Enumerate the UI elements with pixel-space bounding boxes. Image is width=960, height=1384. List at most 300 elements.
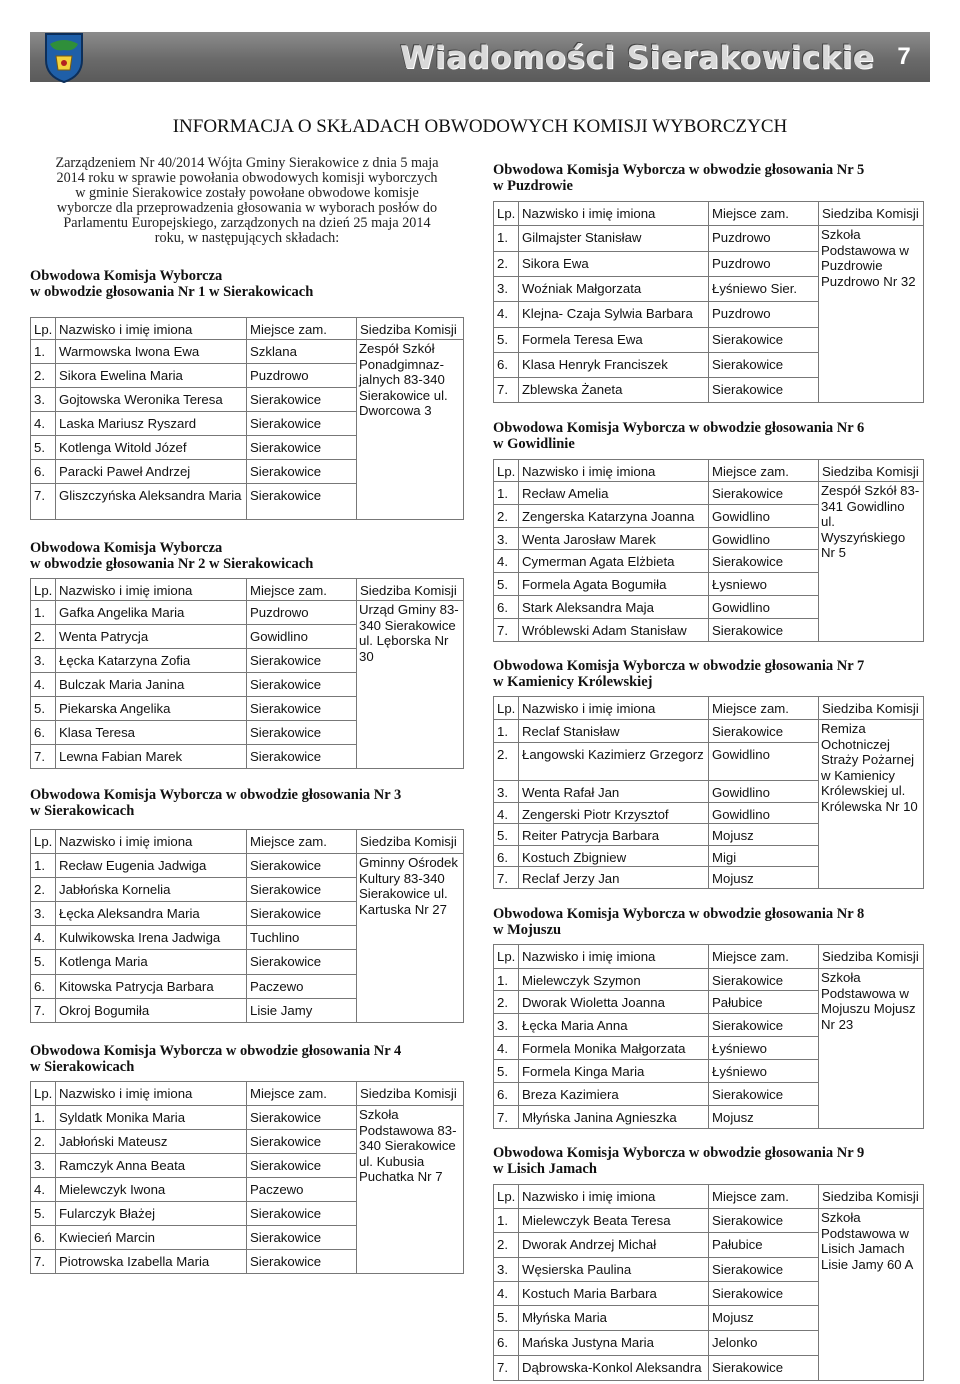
member-name: Klasa Teresa [56,721,247,745]
member-residence: Sierakowice [247,412,357,436]
member-residence: Tuchlino [247,926,357,950]
column-header: Nazwisko i imię imiona [56,830,247,854]
member-residence: Sierakowice [247,436,357,460]
member-name: Paracki Paweł Andrzej [56,460,247,484]
committee-seat [357,854,464,1023]
member-number: 1. [494,482,519,505]
column-header: Siedziba Komisji [819,460,924,482]
member-number: 3. [31,902,56,926]
member-residence: Gowidlino [709,528,819,550]
member-name: Jabłońska Kornelia [56,878,247,902]
member-name: Łęcka Maria Anna [519,1014,709,1037]
committee-title-line: w Sierakowicach [30,803,135,819]
member-number: 4. [494,302,519,328]
member-number: 5. [494,1306,519,1331]
member-number: 1. [494,226,519,252]
committee-title [30,268,313,300]
member-name: Kwiecień Marcin [56,1226,247,1250]
committee-title-line: Obwodowa Komisja Wyborcza w obwodzie głosowania Nr 3 [30,787,402,803]
member-name: Dworak Wioletta Joanna [519,991,709,1014]
member-name: Warmowska Iwona Ewa [56,340,247,364]
member-number: 3. [31,649,56,673]
member-residence: Sierakowice [709,720,819,743]
sierakowice-coat-of-arms-icon [40,30,88,84]
member-name: Okroj Bogumiła [56,999,247,1023]
member-name: Wenta Rafał Jan [519,781,709,803]
member-name: Dąbrowska-Konkol Aleksandra [519,1356,709,1381]
committee-table [30,829,464,1023]
intro-line: Parlamentu Europejskiego, zarządzonych na dzień 25 maja 2014 [63,215,431,231]
member-residence: Puzdrowo [709,226,819,252]
member-number: 1. [31,340,56,364]
member-number: 4. [31,412,56,436]
committee-table [30,578,464,769]
column-header: Nazwisko i imię imiona [519,202,709,226]
committee-seat-text: Szkoła Podstawowa 83-340 Sierakowice ul. Kubusia Puchatka Nr 7 [359,1107,457,1184]
table-row [494,226,924,252]
committee-title-line: Obwodowa Komisja Wyborcza w obwodzie głosowania Nr 4 [30,1043,402,1059]
committee-title-line: w Lisich Jamach [493,1161,597,1177]
member-residence: Sierakowice [247,1106,357,1130]
member-residence: Sierakowice [709,328,819,353]
table-row [494,720,924,743]
committee-seat-text: Szkoła Podstawowa w Mojuszu Mojusz Nr 23 [821,970,916,1032]
member-name: Łangowski Kazimierz Grzegorz [519,743,709,781]
member-number: 2. [494,743,519,781]
member-residence: Gowidlino [709,505,819,528]
committee-table [493,944,924,1129]
table-header-row [494,460,924,482]
committee-seat [819,482,924,642]
member-name: Sikora Ewa [519,252,709,277]
member-name: Bulczak Maria Janina [56,673,247,697]
member-number: 4. [494,803,519,824]
member-name: Łęcka Katarzyna Zofia [56,649,247,673]
member-number: 2. [31,878,56,902]
member-name: Kostuch Maria Barbara [519,1282,709,1306]
member-number: 6. [31,1226,56,1250]
column-header: Lp. [494,202,519,226]
member-name: Recław Amelia [519,482,709,505]
committee-title-line: w Mojuszu [493,922,562,938]
member-number: 7. [31,999,56,1023]
column-header: Miejsce zam. [709,945,819,969]
committee-title-line: Obwodowa Komisja Wyborcza w obwodzie głosowania Nr 5 [493,162,865,178]
member-number: 1. [494,969,519,991]
member-name: Formela Teresa Ewa [519,328,709,353]
committee-title [493,420,864,452]
member-residence: Sierakowice [709,969,819,991]
committee-table [493,1184,924,1381]
committee-title [30,787,401,819]
member-name: Formela Agata Bogumiła [519,573,709,596]
member-residence: Sierakowice [247,745,357,769]
column-header: Lp. [494,460,519,482]
member-number: 1. [31,601,56,625]
member-residence: Puzdrowo [709,302,819,328]
member-residence: Gowidlino [709,596,819,619]
column-header: Lp. [31,830,56,854]
column-header: Nazwisko i imię imiona [56,318,247,340]
committee-title [493,1145,864,1177]
page-number: 7 [897,43,911,70]
committee-title-line: w obwodzie głosowania Nr 2 w Sierakowicach [30,556,314,572]
member-residence: Gowidlino [709,781,819,803]
member-name: Stark Aleksandra Maja [519,596,709,619]
table-header-row [31,830,464,854]
member-residence: Sierakowice [709,1356,819,1381]
column-header: Lp. [494,945,519,969]
table-row [31,854,464,878]
member-number: 5. [494,1060,519,1083]
member-name: Jabłoński Mateusz [56,1130,247,1154]
member-number: 5. [31,1202,56,1226]
intro-line: Zarządzeniem Nr 40/2014 Wójta Gminy Sierakowice z dnia 5 maja [55,155,439,171]
table-header-row [494,202,924,226]
member-name: Kotlenga Maria [56,950,247,975]
member-residence: Puzdrowo [247,601,357,625]
member-name: Recław Eugenia Jadwiga [56,854,247,878]
member-name: Zblewska Żaneta [519,378,709,403]
member-number: 2. [494,1233,519,1258]
committee-title-line: Obwodowa Komisja Wyborcza w obwodzie głosowania Nr 9 [493,1145,865,1161]
member-number: 2. [494,252,519,277]
committee-seat [819,1209,924,1381]
intro-line: w gminie Sierakowice zostały powołane obwodowe komisje [75,185,419,201]
member-number: 7. [31,484,56,520]
member-residence: Mojusz [709,1306,819,1331]
member-residence: Puzdrowo [247,364,357,388]
member-residence: Gowidlino [247,625,357,649]
member-residence: Sierakowice [247,1202,357,1226]
committee-title-line: Obwodowa Komisja Wyborcza w obwodzie głosowania Nr 6 [493,420,865,436]
member-residence: Mojusz [709,824,819,846]
member-number: 3. [494,528,519,550]
member-residence: Sierakowice [709,619,819,642]
member-name: Mielewczyk Szymon [519,969,709,991]
committee-table [493,459,924,642]
member-name: Klejna- Czaja Sylwia Barbara [519,302,709,328]
member-name: Wróblewski Adam Stanisław [519,619,709,642]
page-title: INFORMACJA O SKŁADACH OBWODOWYCH KOMISJI WYBORCZYCH [172,116,788,137]
member-residence: Paczewo [247,1178,357,1202]
member-residence: Szklana [247,340,357,364]
member-number: 7. [494,867,519,889]
member-name: Węsierska Paulina [519,1258,709,1282]
column-header: Lp. [31,1082,56,1106]
column-header: Siedziba Komisji [819,202,924,226]
member-number: 7. [31,1250,56,1274]
committee-title [493,658,864,690]
member-name: Łęcka Aleksandra Maria [56,902,247,926]
committee-title [493,162,864,194]
member-residence: Sierakowice [247,1154,357,1178]
member-residence: Sierakowice [709,353,819,378]
member-number: 6. [494,846,519,867]
member-residence: Łyśniewo Sier. [709,277,819,302]
member-number: 6. [31,721,56,745]
member-name: Gojtowska Weronika Teresa [56,388,247,412]
committee-title-line: w Gowidlinie [493,436,575,452]
column-header: Lp. [494,697,519,720]
member-name: Woźniak Małgorzata [519,277,709,302]
committee-seat [819,969,924,1129]
member-name: Młyńska Maria [519,1306,709,1331]
intro-line: wyborcze dla przeprowadzenia głosowania w wyborach posłów do [56,200,438,216]
member-residence: Sierakowice [709,378,819,403]
committee-table [30,1081,464,1274]
column-header: Miejsce zam. [709,460,819,482]
committee-seat-text: Remiza Ochotniczej Straży Pożarnej w Kamienicy Królewskiej ul. Królewska Nr 10 [821,721,918,814]
column-header: Siedziba Komisji [357,579,464,601]
column-header: Siedziba Komisji [357,318,464,340]
committee-seat-text: Zespół Szkół Ponadgimnaz-jalnych 83-340 Sierakowice ul. Dworcowa 3 [359,341,448,418]
member-residence: Sierakowice [709,1209,819,1233]
member-name: Gliszczyńska Aleksandra Maria [56,484,247,520]
committee-seat [357,1106,464,1274]
member-number: 7. [494,1356,519,1381]
member-number: 2. [31,364,56,388]
member-residence: Sierakowice [247,902,357,926]
member-residence: Łyśniewo [709,1060,819,1083]
member-residence: Sierakowice [247,878,357,902]
column-header: Nazwisko i imię imiona [519,460,709,482]
column-header: Lp. [494,1185,519,1209]
member-residence: Mojusz [709,1106,819,1129]
member-name: Ramczyk Anna Beata [56,1154,247,1178]
member-name: Mielewczyk Beata Teresa [519,1209,709,1233]
member-residence: Sierakowice [247,1250,357,1274]
member-name: Formela Kinga Maria [519,1060,709,1083]
committee-seat [819,720,924,889]
intro-line: 2014 roku w sprawie powołania obwodowych komisji wyborczych [56,170,438,186]
committee-title-line: Obwodowa Komisja Wyborcza [30,268,223,284]
committee-seat [357,340,464,520]
member-residence: Pałubice [709,1233,819,1258]
member-name: Gafka Angelika Maria [56,601,247,625]
table-row [494,1209,924,1233]
member-number: 7. [494,619,519,642]
member-residence: Sierakowice [247,460,357,484]
member-residence: Sierakowice [247,721,357,745]
table-row [31,1106,464,1130]
member-number: 6. [31,975,56,999]
member-name: Piotrowska Izabella Maria [56,1250,247,1274]
member-residence: Sierakowice [247,1130,357,1154]
member-residence: Jelonko [709,1331,819,1356]
member-residence: Sierakowice [709,1083,819,1106]
column-header: Nazwisko i imię imiona [519,945,709,969]
column-header: Miejsce zam. [247,830,357,854]
member-name: Wenta Jarosław Marek [519,528,709,550]
member-number: 6. [31,460,56,484]
column-header: Lp. [31,318,56,340]
member-residence: Sierakowice [247,649,357,673]
member-name: Dworak Andrzej Michał [519,1233,709,1258]
committee-seat-text: Urząd Gminy 83-340 Sierakowice ul. Lęborska Nr 30 [359,602,459,664]
column-header: Nazwisko i imię imiona [56,1082,247,1106]
member-name: Cymerman Agata Elżbieta [519,550,709,573]
member-number: 6. [494,596,519,619]
member-residence: Sierakowice [247,673,357,697]
member-name: Formela Monika Małgorzata [519,1037,709,1060]
intro-paragraph [30,156,464,246]
member-residence: Mojusz [709,867,819,889]
table-header-row [31,318,464,340]
member-residence: Sierakowice [247,388,357,412]
table-header-row [31,579,464,601]
member-number: 3. [31,388,56,412]
table-row [31,601,464,625]
member-number: 7. [31,745,56,769]
column-header: Lp. [31,579,56,601]
column-header: Siedziba Komisji [819,1185,924,1209]
column-header: Miejsce zam. [709,1185,819,1209]
member-number: 4. [31,1178,56,1202]
table-header-row [494,697,924,720]
member-number: 4. [31,926,56,950]
committee-seat [819,226,924,403]
column-header: Siedziba Komisji [357,830,464,854]
intro-line: roku, w następujących składach: [154,230,340,246]
column-header: Nazwisko i imię imiona [519,1185,709,1209]
member-name: Sikora Ewelina Maria [56,364,247,388]
member-name: Kotlenga Witold Józef [56,436,247,460]
member-residence: Sierakowice [709,550,819,573]
member-number: 3. [494,1258,519,1282]
member-number: 1. [494,1209,519,1233]
table-row [494,482,924,505]
member-name: Zengerski Piotr Krzysztof [519,803,709,824]
member-residence: Sierakowice [247,697,357,721]
member-number: 4. [494,550,519,573]
member-name: Syldatk Monika Maria [56,1106,247,1130]
header-banner [30,32,930,82]
member-name: Mańska Justyna Maria [519,1331,709,1356]
column-header: Miejsce zam. [709,697,819,720]
member-residence: Łyśniewo [709,1037,819,1060]
column-header: Siedziba Komisji [819,945,924,969]
committee-title [493,906,864,938]
member-number: 6. [494,1083,519,1106]
member-number: 2. [494,505,519,528]
committee-title-line: w Kamienicy Królewskiej [493,674,653,690]
member-number: 1. [31,854,56,878]
table-row [494,969,924,991]
table-row [31,340,464,364]
member-name: Breza Kazimiera [519,1083,709,1106]
member-residence: Lisie Jamy [247,999,357,1023]
member-number: 5. [31,697,56,721]
committee-seat-text: Szkoła Podstawowa w Lisich Jamach Lisie Jamy 60 A [821,1210,914,1272]
member-number: 6. [494,1331,519,1356]
member-residence: Migi [709,846,819,867]
committee-title-line: w obwodzie głosowania Nr 1 w Sierakowicach [30,284,314,300]
committee-table [30,317,464,520]
member-number: 4. [494,1037,519,1060]
member-name: Piekarska Angelika [56,697,247,721]
committee-title-line: Obwodowa Komisja Wyborcza w obwodzie głosowania Nr 7 [493,658,865,674]
column-header: Nazwisko i imię imiona [519,697,709,720]
member-name: Kulwikowska Irena Jadwiga [56,926,247,950]
committee-seat-text: Szkoła Podstawowa w Puzdrowie Puzdrowo Nr 32 [821,227,916,289]
column-header: Miejsce zam. [247,1082,357,1106]
member-name: Reclaf Jerzy Jan [519,867,709,889]
committee-title-line: Obwodowa Komisja Wyborcza w obwodzie głosowania Nr 8 [493,906,865,922]
member-name: Młyńska Janina Agnieszka [519,1106,709,1129]
member-residence: Sierakowice [709,482,819,505]
table-header-row [494,945,924,969]
member-number: 3. [494,781,519,803]
member-residence: Gowidlino [709,803,819,824]
member-number: 5. [494,824,519,846]
table-header-row [494,1185,924,1209]
member-residence: Paczewo [247,975,357,999]
member-name: Fularczyk Błażej [56,1202,247,1226]
member-name: Kostuch Zbigniew [519,846,709,867]
member-residence: Pałubice [709,991,819,1014]
column-header: Miejsce zam. [709,202,819,226]
column-header: Siedziba Komisji [819,697,924,720]
member-number: 1. [31,1106,56,1130]
member-residence: Sierakowice [709,1282,819,1306]
member-name: Laska Mariusz Ryszard [56,412,247,436]
member-residence: Gowidlino [709,743,819,781]
member-number: 3. [494,277,519,302]
member-name: Kitowska Patrycja Barbara [56,975,247,999]
column-header: Nazwisko i imię imiona [56,579,247,601]
member-number: 2. [494,991,519,1014]
column-header: Miejsce zam. [247,579,357,601]
member-name: Wenta Patrycja [56,625,247,649]
newspaper-title: Wiadomości Sierakowickie [400,40,875,76]
table-header-row [31,1082,464,1106]
member-number: 1. [494,720,519,743]
member-number: 5. [31,950,56,975]
member-residence: Sierakowice [247,854,357,878]
member-name: Klasa Henryk Franciszek [519,353,709,378]
member-number: 3. [494,1014,519,1037]
member-number: 5. [31,436,56,460]
member-name: Reclaf Stanisław [519,720,709,743]
member-residence: Sierakowice [247,1226,357,1250]
committee-title [30,540,313,572]
committee-table [493,696,924,889]
member-name: Lewna Fabian Marek [56,745,247,769]
committee-title-line: Obwodowa Komisja Wyborcza [30,540,223,556]
committee-seat-text: Gminny Ośrodek Kultury 83-340 Sierakowice ul. Kartuska Nr 27 [359,855,458,917]
member-number: 5. [494,573,519,596]
member-number: 4. [494,1282,519,1306]
column-header: Miejsce zam. [247,318,357,340]
member-number: 2. [31,625,56,649]
committee-title [30,1043,401,1075]
member-number: 6. [494,353,519,378]
member-name: Zengerska Katarzyna Joanna [519,505,709,528]
column-header: Siedziba Komisji [357,1082,464,1106]
member-name: Reiter Patrycja Barbara [519,824,709,846]
member-name: Mielewczyk Iwona [56,1178,247,1202]
member-residence: Sierakowice [709,1014,819,1037]
committee-title-line: w Sierakowicach [30,1059,135,1075]
member-number: 2. [31,1130,56,1154]
committee-title-line: w Puzdrowie [493,178,573,194]
committee-table [493,201,924,403]
member-residence: Łysniewo [709,573,819,596]
member-residence: Sierakowice [709,1258,819,1282]
member-number: 7. [494,1106,519,1129]
member-residence: Puzdrowo [709,252,819,277]
